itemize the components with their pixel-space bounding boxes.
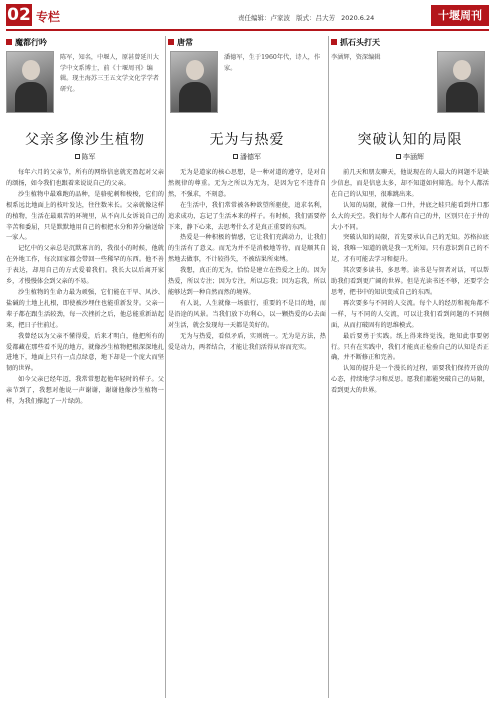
- article-title: 突破认知的局限: [357, 132, 463, 148]
- article-paragraph: 沙生植物中最难跑的品种，是骆驼刺和梭梭，它们的根系远比地面上的枝叶发达，往往数米长。父亲就像这样的植物，生活在最艰苦的环境里，从不向儿女诉说自己的辛苦和委屈，只是默默地用自己的根把水分和养分输送给一家人。: [6, 190, 164, 242]
- article-paragraph: 我曾经以为父亲不懂得爱，后来才明白，他把所有的爱都藏在那些看不见的地方，就像沙生植物把根深深地扎进地下，地面上只有一点点绿意，地下却是一个庞大而坚韧的世界。: [6, 332, 164, 373]
- article-title: 父亲多像沙生植物: [25, 132, 145, 148]
- article-byline: 潘德军: [168, 152, 326, 162]
- article-byline: 李涵辉: [331, 152, 489, 162]
- article-paragraph: 认知的提升是一个漫长的过程，需要我们保持开放的心态，持续地学习和反思。愿我们都能突破自己的局限，看到更大的世界。: [331, 365, 489, 395]
- author-bio: 陈军，知名，中堰人，原甚曾延川大学中文系博士，前《十堰周刊》编辑。现主海苏三王五文学文化学学者研究。: [60, 54, 159, 93]
- publication-brand: 十堰周刊: [431, 5, 489, 26]
- author-bio: 李涵辉，资深编辑: [331, 54, 381, 61]
- article-title: 无为与热爱: [209, 132, 285, 148]
- article-paragraph: 在生活中，我们常常被各种欲望所驱使，追求名利，追求成功，忘记了生活本来的样子。有时候，我们需要停下来，静下心来，去思考什么才是真正重要的东西。: [168, 201, 326, 231]
- article-byline: 陈军: [6, 152, 164, 162]
- article-column-1: [6, 36, 164, 698]
- author-photo: [6, 51, 54, 113]
- article-paragraph: 每年六月的父亲节，所有的网络信息就充盈起对父亲的颂扬，如今我们也跟着来说说自己的父亲。: [6, 169, 164, 187]
- article-paragraph: 我想，真正的无为，恰恰是建立在热爱之上的。因为热爱，所以专注；因为专注，所以忘我；因为忘我，所以能够达到一种自然而然的境界。: [168, 267, 326, 296]
- column-divider: [328, 36, 329, 698]
- article-paragraph: 其次要多读书，多思考。读书是与智者对话，可以帮助我们看到更广阔的世界。但是光读书还不够，还要学会思考，把书中的知识变成自己的东西。: [331, 267, 489, 296]
- header-meta: [238, 13, 378, 22]
- article-paragraph: 前几天和朋友聊天，他说现在的人最大的问题不是缺少信息，而是信息太多，却不知道如何筛选。每个人都活在自己的认知里，很难跳出来。: [331, 169, 489, 198]
- author-bio-box: [168, 51, 326, 123]
- article-paragraph: 无为与热爱，看似矛盾，实则统一。无为是方法，热爱是动力，两者结合，才能让我们活得从容而充实。: [168, 332, 326, 351]
- editor-credit: 责任编辑：卢家波: [238, 14, 290, 22]
- article-paragraph: 如今父亲已经年迈，我常常想起他年轻时的样子。父亲节到了，我想对他说一声谢谢，谢谢他像沙生植物一样，为我们撑起了一片绿荫。: [6, 376, 164, 406]
- author-bio-box: [6, 51, 164, 123]
- author-bio: 潘德军，生于1960年代，诗人，作家。: [224, 54, 321, 72]
- author-bio-box: [331, 51, 489, 123]
- article-paragraph: 沙生植物的生命力最为顽强，它们能在干旱、风沙、盐碱的土地上扎根，即使被沙埋住也能重新发芽。父亲一辈子都在跟生活较劲，每一次挫折之后，他总能重新站起来，把日子往前过。: [6, 288, 164, 329]
- article-paragraph: 热爱是一种积极的情感，它让我们充满动力，让我们的生活有了意义。而无为并不是消极地等待，而是顺其自然地去做事，不计较得失，不被结果所束缚。: [168, 234, 326, 264]
- column-author-tag: 抓石头打天: [331, 36, 489, 48]
- article-paragraph: 认知的局限，就像一口井，井底之蛙只能看到井口那么大的天空。我们每个人都有自己的井，区别只在于井的大小不同。: [331, 201, 489, 231]
- column-divider: [165, 36, 166, 698]
- article-paragraph: 有人说，人生就像一场旅行，重要的不是目的地，而是沿途的风景。当我们放下功利心，以一颗热爱的心去面对生活，就会发现每一天都是美好的。: [168, 299, 326, 329]
- article-paragraph: 突破认知的局限，首先要承认自己的无知。苏格拉底说，我唯一知道的就是我一无所知。只有意识到自己的不足，才有可能去学习和提升。: [331, 234, 489, 264]
- article-paragraph: 无为是道家的核心思想，是一种对道的遵守，是对自然规律的尊重。无为之所以为无为，是因为它不违背自然，不强求，不刻意。: [168, 169, 326, 198]
- article-paragraph: 记忆中的父亲总是沉默寡言的，我很小的时候，他就在外地工作，每次回家都会带回一些稀罕的东西。他不善于表达，却用自己的方式爱着我们。我长大以后离开家乡，才慢慢体会到父亲的不易。: [6, 245, 164, 286]
- article-paragraph: 最后要勇于实践。纸上得来终觉浅，绝知此事要躬行。只有在实践中，我们才能真正检验自己的认知是否正确，并不断修正和完善。: [331, 332, 489, 362]
- issue-date: 2020.6.24: [341, 14, 375, 22]
- section-name: 专栏: [36, 10, 61, 24]
- article-paragraph: 再次要多与不同的人交流。每个人的经历和视角都不一样，与不同的人交流，可以让我们看到问题的不同侧面，从而打破固有的思维模式。: [331, 299, 489, 329]
- article-column-2: [168, 36, 326, 698]
- page-number: 02: [7, 5, 31, 25]
- column-author-tag: 魔都行吟: [6, 36, 164, 48]
- column-author-tag: 唐常: [168, 36, 326, 48]
- header-rule: [6, 29, 489, 31]
- design-credit: 版式：吕大芳: [296, 14, 336, 22]
- author-photo: [170, 51, 218, 113]
- article-column-3: [331, 36, 489, 698]
- page-header: [0, 0, 495, 30]
- author-photo: [437, 51, 485, 113]
